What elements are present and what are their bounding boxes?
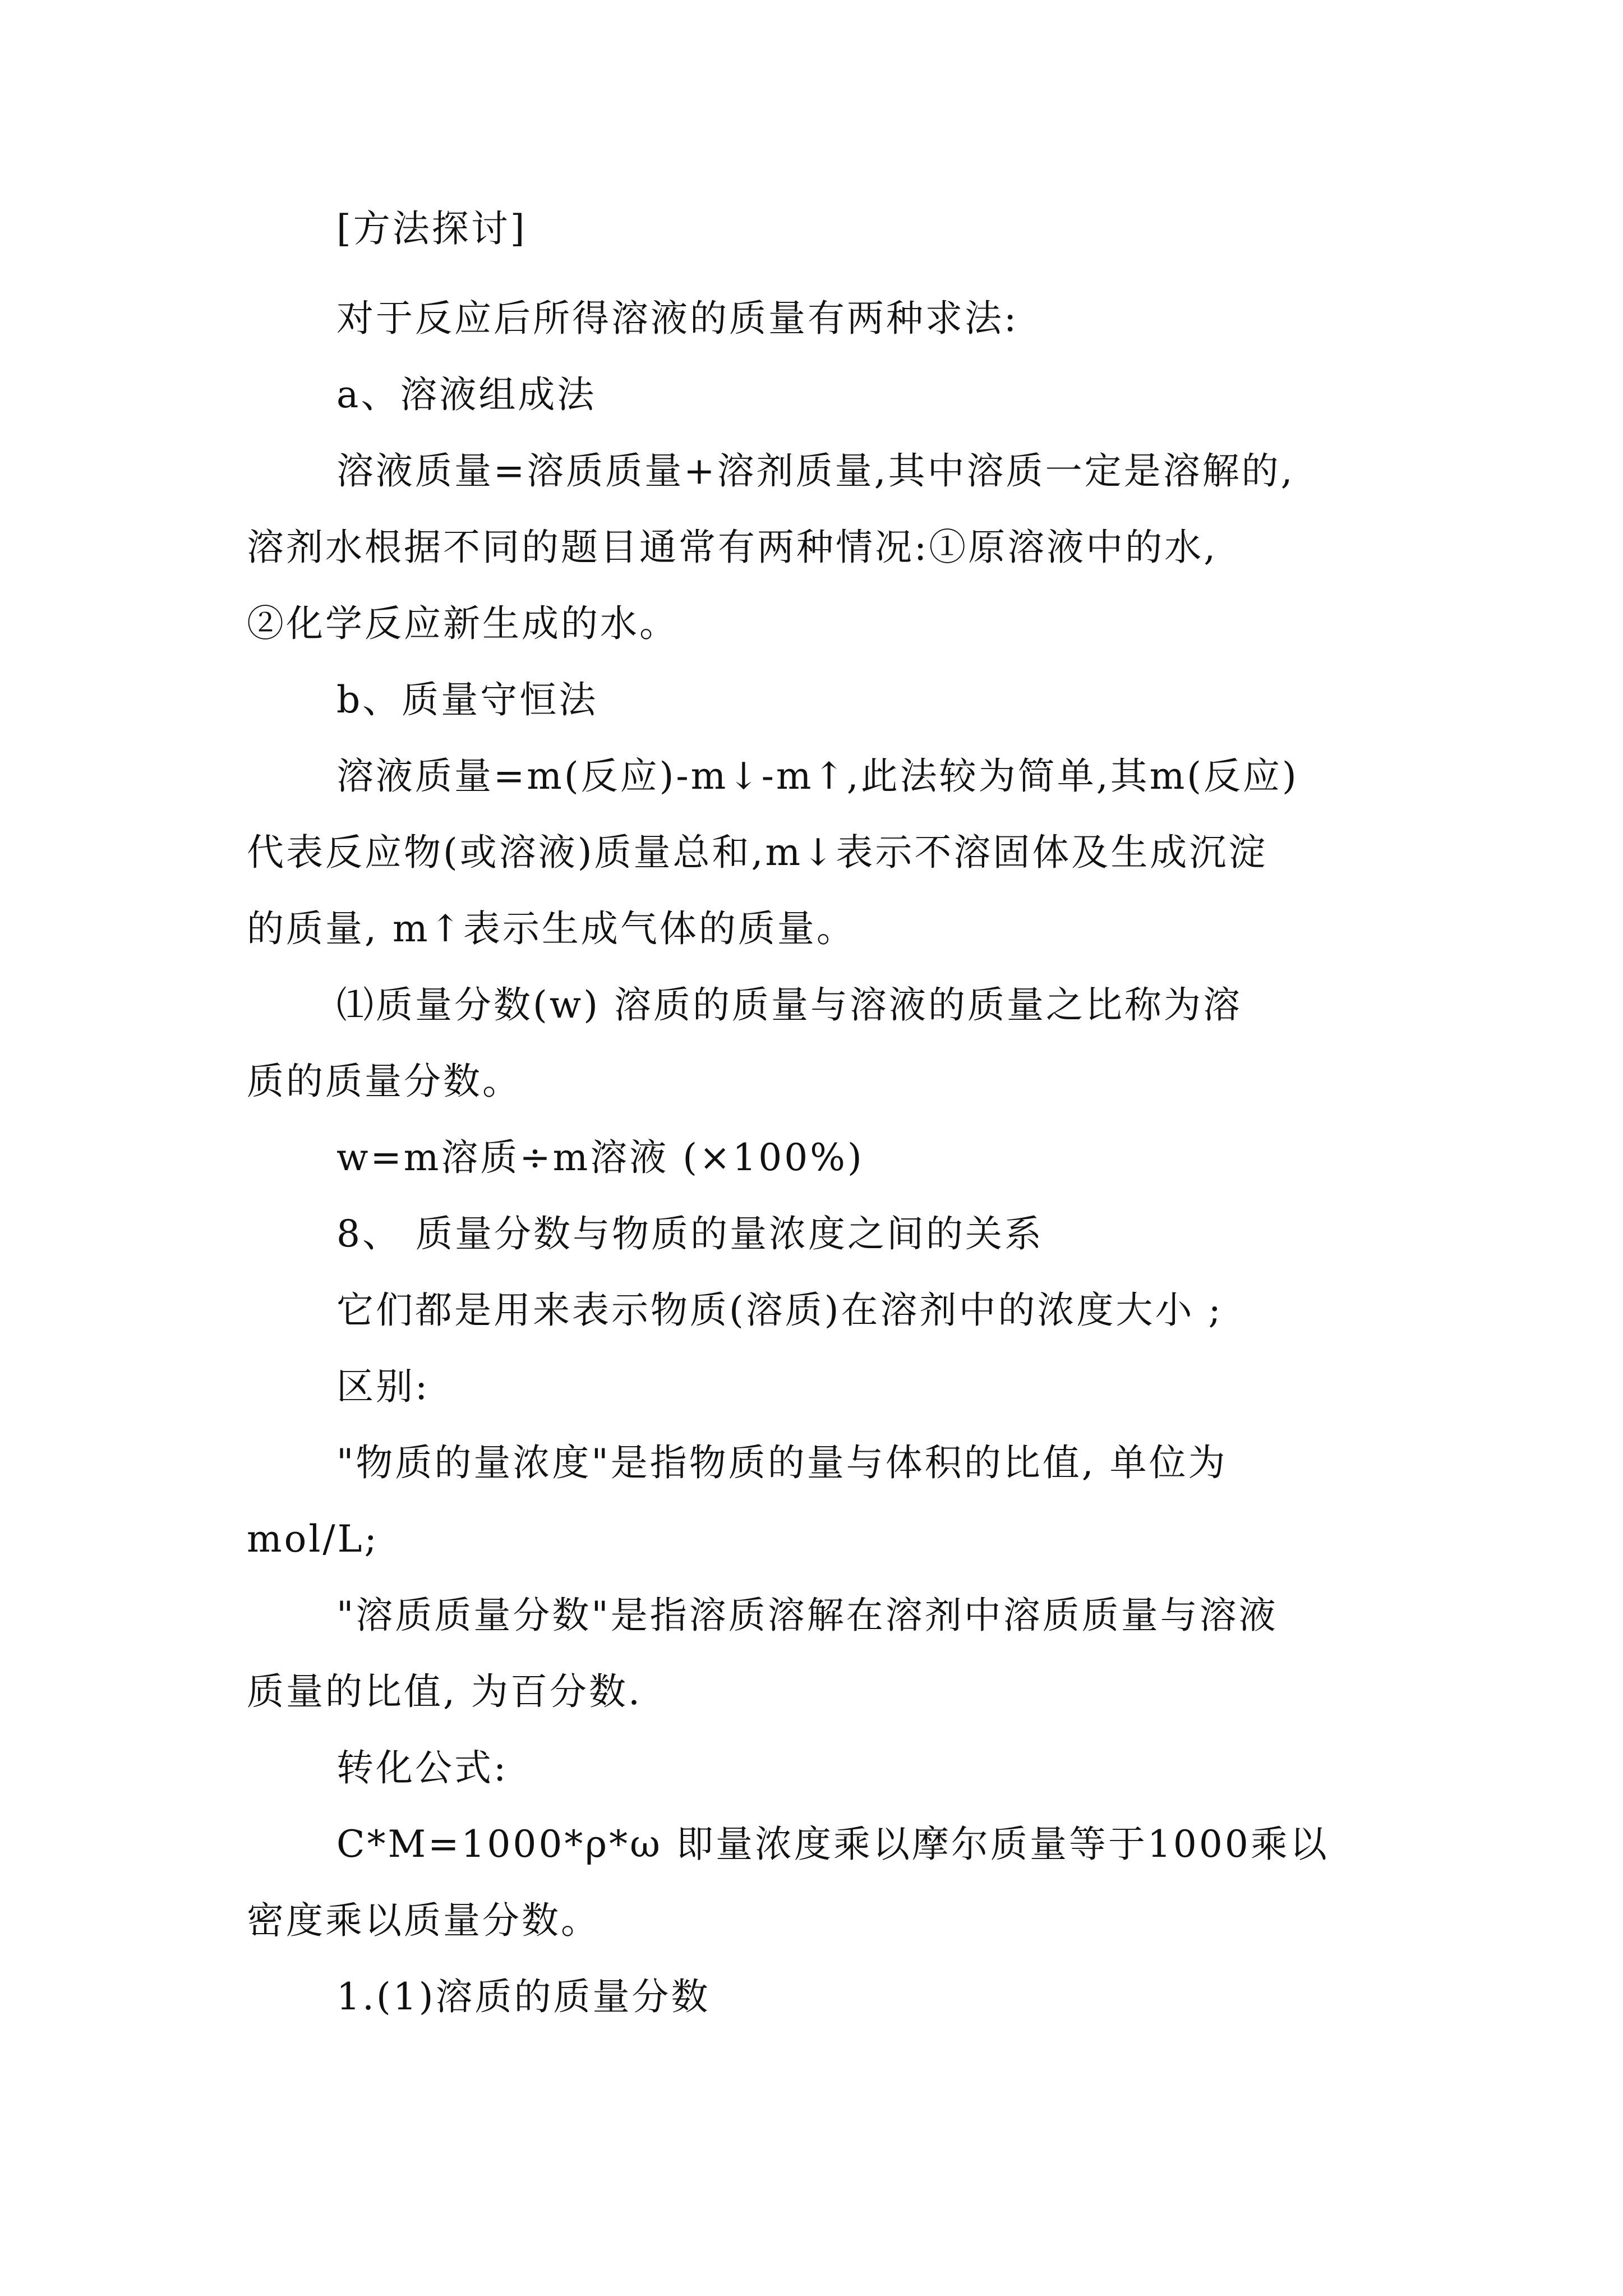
formula-line: C*M=1000*ρ*ω 即量浓度乘以摩尔质量等于1000乘以	[336, 1823, 1329, 1866]
method-heading-a: a、溶液组成法	[336, 373, 597, 416]
text-line: 密度乘以质量分数。	[247, 1899, 600, 1942]
text-line: 溶液质量=m(反应)-m↓-m↑,此法较为简单,其m(反应)	[336, 754, 1299, 798]
text-line: 的质量, m↑表示生成气体的质量。	[247, 907, 856, 950]
text-line: "物质的量浓度"是指物质的量与体积的比值, 单位为	[336, 1441, 1228, 1484]
text-line: 溶剂水根据不同的题目通常有两种情况:①原溶液中的水,	[247, 526, 1218, 569]
text-line: 转化公式:	[336, 1746, 509, 1789]
text-line: 对于反应后所得溶液的质量有两种求法:	[336, 297, 1019, 340]
text-line: 质的质量分数。	[247, 1060, 522, 1103]
formula-line: w=m溶质÷m溶液 (×100%)	[336, 1136, 864, 1179]
section-heading: 1.(1)溶质的质量分数	[336, 1975, 711, 2018]
text-line: 区别:	[336, 1365, 430, 1408]
section-heading: 8、 质量分数与物质的量浓度之间的关系	[336, 1212, 1044, 1255]
text-line: 质量的比值, 为百分数.	[247, 1670, 642, 1713]
text-line: "溶质质量分数"是指溶质溶解在溶剂中溶质质量与溶液	[336, 1594, 1278, 1637]
text-line: ②化学反应新生成的水。	[247, 602, 679, 645]
section-heading: [方法探讨]	[336, 207, 527, 250]
method-heading-b: b、质量守恒法	[336, 678, 598, 721]
text-line: ⑴质量分数(w) 溶质的质量与溶液的质量之比称为溶	[336, 983, 1242, 1027]
text-line: mol/L;	[247, 1517, 379, 1561]
text-line: 它们都是用来表示物质(溶质)在溶剂中的浓度大小 ;	[336, 1289, 1223, 1332]
text-line: 代表反应物(或溶液)质量总和,m↓表示不溶固体及生成沉淀	[247, 831, 1268, 874]
text-line: 溶液质量=溶质质量+溶剂质量,其中溶质一定是溶解的,	[336, 449, 1295, 493]
